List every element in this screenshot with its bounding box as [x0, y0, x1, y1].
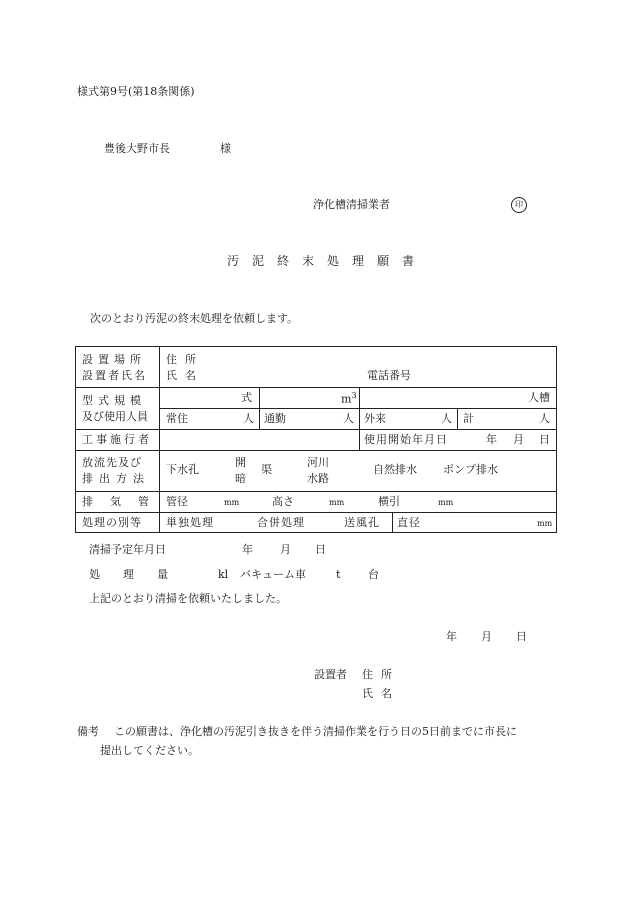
volume-unit-sup: 3: [351, 391, 357, 400]
sewer-option: 下水孔: [166, 463, 199, 476]
combined-treatment-option: 合併処理: [257, 516, 305, 529]
cleaning-year: 年: [242, 543, 253, 556]
installer-name-label: 氏名: [362, 687, 400, 700]
amount-label: 処理量: [89, 568, 191, 581]
header-users: 及び使用人員: [82, 410, 148, 423]
addressee-honorific: 様: [220, 142, 231, 155]
height-unit: mm: [329, 498, 345, 507]
volume-unit: [341, 392, 357, 405]
seal-mark: 印: [511, 197, 527, 213]
address-label: 住所: [166, 353, 204, 366]
total-unit: 人: [539, 412, 550, 425]
open-label: 開: [235, 456, 246, 469]
resident-label: 常住: [166, 412, 188, 425]
amount-unit-kl: kl: [218, 568, 229, 581]
channel-label: 渠: [261, 463, 272, 476]
start-month: 月: [513, 433, 524, 446]
note-line-1: この願書は、浄化槽の汚泥引き抜きを伴う清掃作業を行う日の5日前までに市長に: [114, 725, 517, 738]
header-treatment-type: 処理の別等: [82, 516, 142, 529]
pump-drain-option: ポンプ排水: [443, 463, 498, 476]
closed-label: 暗: [235, 472, 246, 485]
header-contractor: 工事施行者: [82, 433, 152, 446]
cell-divider: [359, 429, 360, 450]
commute-label: 通勤: [264, 412, 286, 425]
row-divider: [76, 387, 556, 388]
horizontal-label: 横引: [378, 495, 400, 508]
row-divider: [76, 450, 556, 451]
cell-divider: [259, 387, 260, 429]
height-label: 高さ: [272, 495, 294, 508]
horizontal-unit: mm: [438, 498, 454, 507]
date-day: 日: [516, 630, 527, 643]
cleaning-day: 日: [315, 543, 326, 556]
name-label: 氏名: [166, 369, 204, 382]
volume-unit-text: m: [341, 392, 352, 406]
header-installer-name: 設置者氏名: [82, 369, 147, 382]
applicant-label: 浄化槽清掃業者: [313, 198, 390, 211]
intro-text: 次のとおり汚泥の終末処理を依頼します。: [90, 312, 299, 325]
phone-label: 電話番号: [367, 369, 411, 382]
air-hole-diameter-unit: mm: [537, 519, 553, 528]
cell-divider: [392, 512, 393, 532]
vacuum-count-unit: 台: [368, 568, 379, 581]
visitor-label: 外来: [364, 412, 386, 425]
form-number: 様式第9号(第18条関係): [77, 85, 195, 98]
row-divider: [76, 429, 556, 430]
pipe-diameter-unit: mm: [224, 498, 240, 507]
start-day: 日: [539, 433, 550, 446]
confirmation-text: 上記のとおり清掃を依頼いたしました。: [89, 592, 287, 605]
river-label: 河川: [307, 456, 329, 469]
header-exhaust-pipe: 排気管: [82, 495, 166, 508]
commute-unit: 人: [343, 412, 354, 425]
date-year: 年: [446, 630, 457, 643]
row-divider: [76, 491, 556, 492]
vacuum-truck-label: バキューム車: [240, 568, 306, 581]
document-title: 汚泥終末処理願書: [227, 254, 428, 268]
waterway-label: 水路: [307, 472, 329, 485]
pipe-diameter-label: 管径: [166, 495, 188, 508]
air-hole-label: 送風孔: [344, 516, 380, 529]
cleaning-date-label: 清掃予定年月日: [89, 543, 166, 556]
start-date-label: 使用開始年月日: [364, 433, 448, 446]
total-label: 計: [463, 412, 474, 425]
addressee-name: 豊後大野市長: [104, 142, 170, 155]
vacuum-unit-t: t: [336, 568, 341, 581]
capacity-unit: 人槽: [528, 391, 550, 404]
note-line-2: 提出してください。: [100, 744, 199, 757]
row-divider: [76, 512, 556, 513]
installer-label: 設置者: [314, 668, 347, 681]
visitor-unit: 人: [441, 412, 452, 425]
cell-divider: [359, 387, 360, 429]
type-unit: 式: [241, 391, 252, 404]
header-discharge: 放流先及び: [82, 456, 142, 469]
natural-drain-option: 自然排水: [373, 463, 417, 476]
cell-divider: [457, 408, 458, 429]
air-hole-diameter-label: 直径: [397, 516, 421, 529]
date-month: 月: [481, 630, 492, 643]
header-install-location: 設置場所: [82, 353, 146, 366]
resident-unit: 人: [243, 412, 254, 425]
installer-address-label: 住所: [362, 668, 400, 681]
header-discharge-method: 排出方法: [82, 472, 150, 485]
start-year: 年: [486, 433, 497, 446]
application-table: [75, 346, 557, 533]
note-label: 備考: [77, 725, 99, 738]
row-divider: [159, 408, 556, 409]
header-type-scale: 型式規模: [82, 394, 146, 407]
cleaning-month: 月: [280, 543, 291, 556]
single-treatment-option: 単独処理: [166, 516, 214, 529]
